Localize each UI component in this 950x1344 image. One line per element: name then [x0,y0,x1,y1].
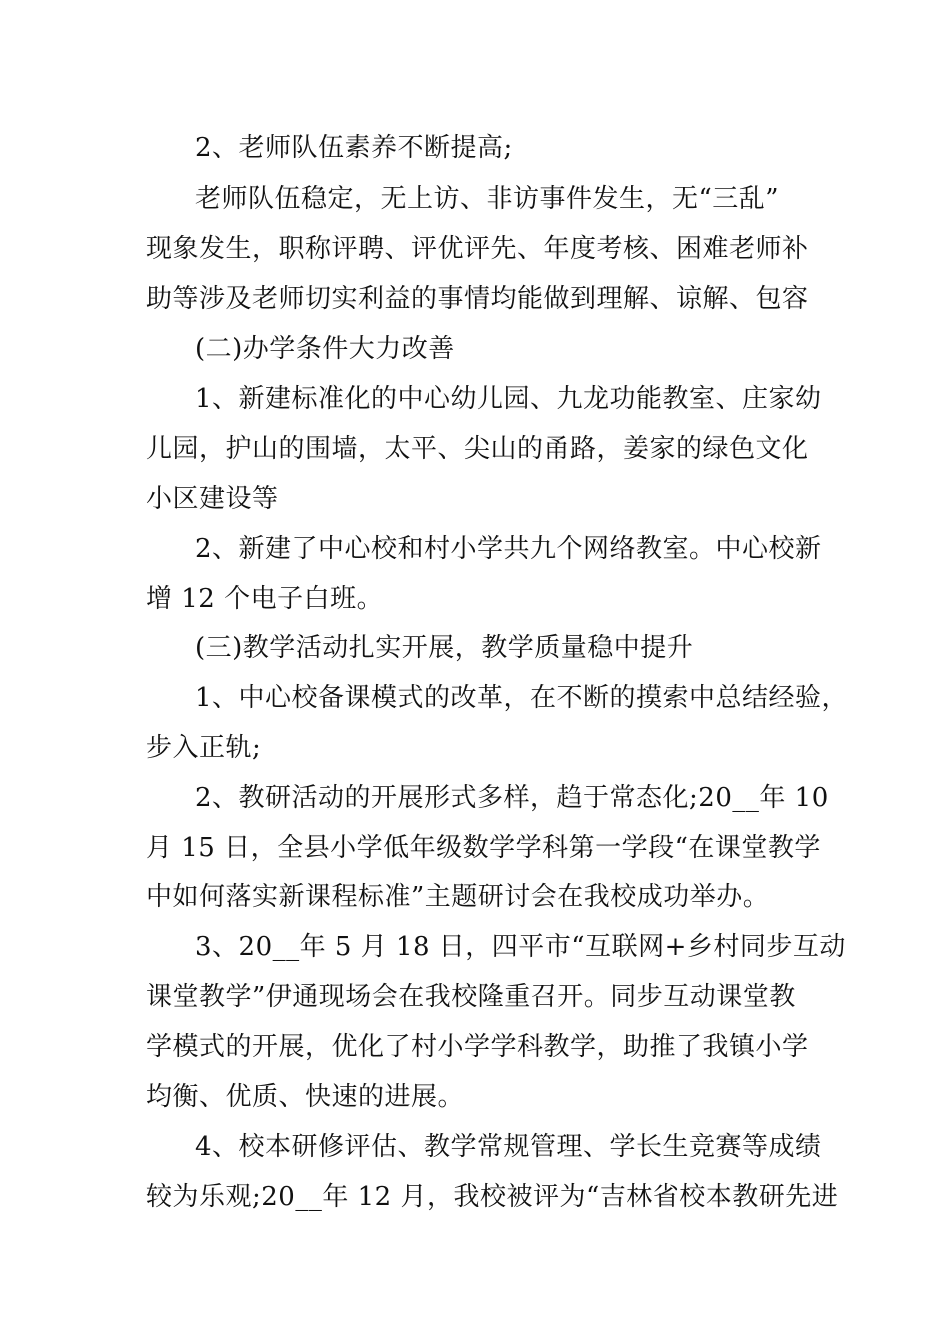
section-heading: (二)办学条件大力改善 [195,334,455,364]
text-line: 步入正轨; [146,733,262,763]
section-heading: (三)教学活动扎实开展，教学质量稳中提升 [195,633,694,663]
text-line: 中如何落实新课程标准”主题研讨会在我校成功举办。 [146,882,770,912]
text-line: 儿园，护山的围墙，太平、尖山的甬路，姜家的绿色文化 [146,434,809,464]
text-line: 2、教研活动的开展形式多样，趋于常态化;20__年 10 [195,783,829,813]
text-line: 1、中心校备课模式的改革，在不断的摸索中总结经验， [195,683,849,713]
text-line: 课堂教学”伊通现场会在我校隆重召开。同步互动课堂教 [146,982,796,1012]
text-line: 学模式的开展，优化了村小学学科教学，助推了我镇小学 [146,1032,809,1062]
text-line: 2、新建了中心校和村小学共九个网络教室。中心校新 [195,534,822,564]
text-line: 增 12 个电子白班。 [146,584,384,614]
text-line: 月 15 日，全县小学低年级数学学科第一学段“在课堂教学 [146,833,821,863]
text-line: 老师队伍稳定，无上访、非访事件发生，无“三乱” [195,184,780,214]
text-line: 均衡、优质、快速的进展。 [146,1082,465,1112]
text-line: 小区建设等 [146,484,279,514]
text-line: 1、新建标准化的中心幼儿园、九龙功能教室、庄家幼 [195,384,822,414]
text-line: 4、校本研修评估、教学常规管理、学长生竞赛等成绩 [195,1132,822,1162]
text-line: 助等涉及老师切实利益的事情均能做到理解、谅解、包容 [146,284,809,314]
text-line: 2、老师队伍素养不断提高; [195,133,513,163]
text-line: 3、20__年 5 月 18 日，四平市“互联网+乡村同步互动 [195,932,846,962]
text-line: 较为乐观;20__年 12 月，我校被评为“吉林省校本教研先进 [146,1182,839,1212]
text-line: 现象发生，职称评聘、评优评先、年度考核、困难老师补 [146,234,809,264]
